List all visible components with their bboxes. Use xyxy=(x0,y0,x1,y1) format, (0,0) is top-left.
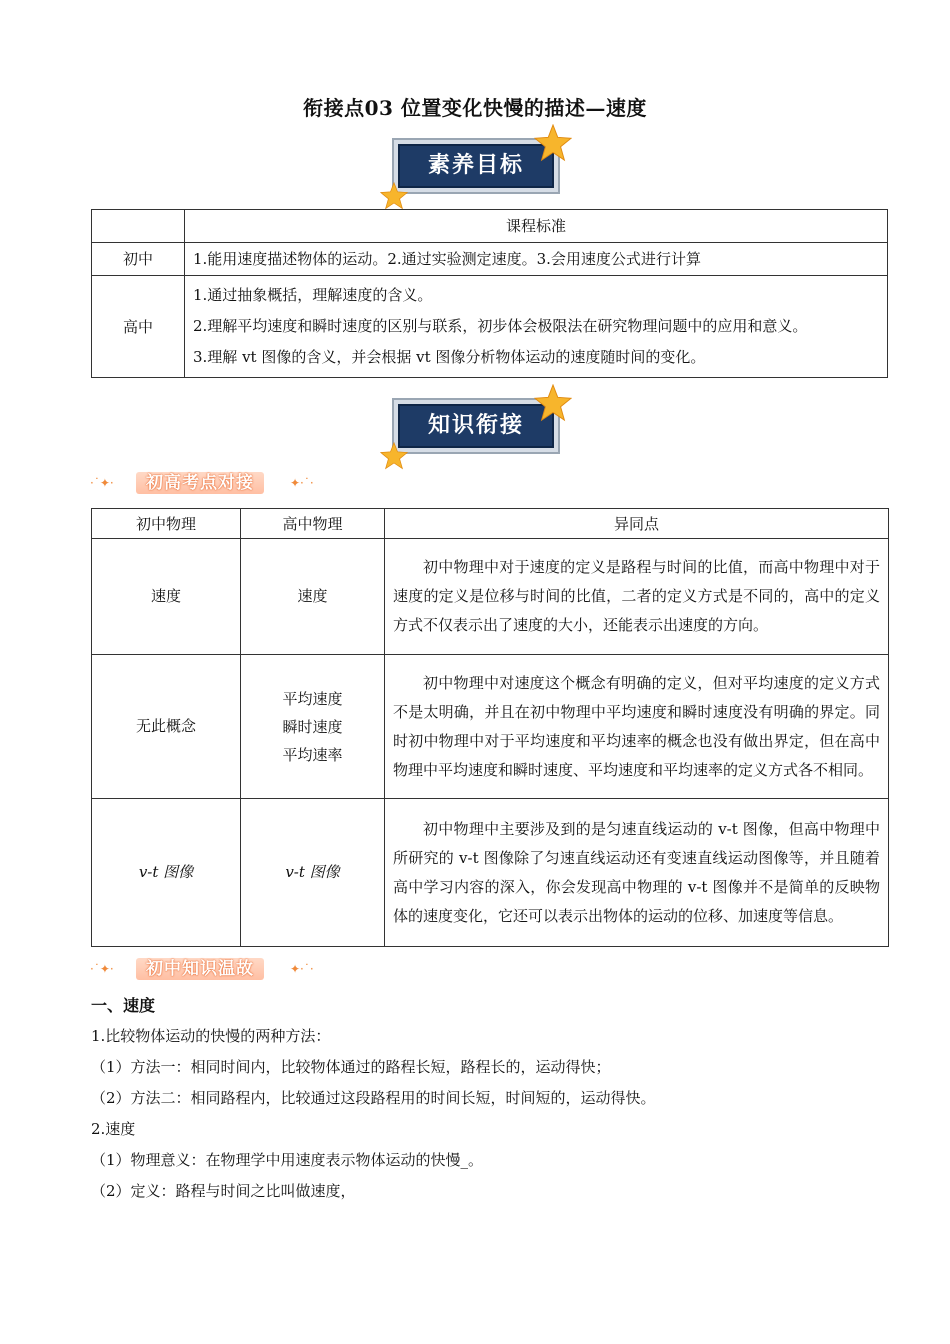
table-header: 课程标准 xyxy=(185,210,888,243)
table-row xyxy=(92,539,889,655)
paragraph: （1）物理意义：在物理学中用速度表示物体运动的快慢_。 xyxy=(91,1151,484,1169)
comparison-table xyxy=(91,508,889,947)
senior-concept: 速度 xyxy=(241,539,385,655)
sparkle-icon: ·˙✦· xyxy=(90,962,114,976)
star-icon xyxy=(534,124,572,162)
banner-knowledge-link-label: 知识衔接 xyxy=(398,404,554,448)
table-row xyxy=(92,799,889,947)
section-tag-review xyxy=(90,956,340,984)
table-cell xyxy=(92,210,185,243)
banner-literacy-goals-label: 素养目标 xyxy=(398,144,554,188)
standard-text: 1.通过抽象概括，理解速度的含义。 xyxy=(193,286,433,304)
paragraph: （1）方法一：相同时间内，比较物体通过的路程长短，路程长的，运动得快； xyxy=(91,1058,611,1076)
paragraph: 2.速度 xyxy=(91,1120,136,1138)
curriculum-standards-table xyxy=(91,209,888,378)
senior-concept: v-t 图像 xyxy=(241,799,385,947)
junior-concept: 速度 xyxy=(92,539,241,655)
star-icon xyxy=(380,442,408,470)
banner-knowledge-link xyxy=(388,394,564,460)
table-row xyxy=(92,210,888,243)
table-header: 异同点 xyxy=(385,509,889,539)
page-title: 衔接点03 位置变化快慢的描述—速度 xyxy=(303,96,647,120)
paragraph: 1.比较物体运动的快慢的两种方法： xyxy=(91,1027,331,1045)
section-tag-label: 初高考点对接 xyxy=(136,472,264,494)
junior-concept: v-t 图像 xyxy=(92,799,241,947)
review-section xyxy=(91,990,888,1207)
junior-concept: 无此概念 xyxy=(92,655,241,799)
difference-text: 初中物理中对速度这个概念有明确的定义，但对平均速度的定义方式不是太明确，并且在初中物理中平均速度和瞬时速度没有明确的界定。同时初中物理中对于平均速度和平均速率的概念也没有做出界定，但在高中物理中平均速度和瞬时速度、平均速度和平均速率的定义方式各不相同。 xyxy=(385,655,889,799)
senior-concept: 瞬时速度 xyxy=(282,717,343,736)
table-row xyxy=(92,655,889,799)
sparkle-icon: ·˙✦· xyxy=(90,476,114,490)
standard-text: 3.理解 vt 图像的含义，并会根据 vt 图像分析物体运动的速度随时间的变化。 xyxy=(193,348,706,366)
paragraph: （2）方法二：相同路程内，比较通过这段路程用的时间长短，时间短的，运动得快。 xyxy=(91,1089,656,1107)
senior-concept: 平均速度 xyxy=(282,689,343,708)
section-heading: 一、速度 xyxy=(91,996,156,1015)
table-row xyxy=(92,243,888,276)
star-icon xyxy=(534,384,572,422)
difference-text: 初中物理中主要涉及到的是匀速直线运动的 v-t 图像，但高中物理中所研究的 v-t 图像除了匀速直线运动还有变速直线运动图像等，并且随着高中学习内容的深入，你会发现高中物理的 v-t 图像并不是简单的反映物体的速度变化，它还可以表示出物体的运动的位移、加速度等信息。 xyxy=(385,799,889,947)
senior-concept: 平均速率 xyxy=(282,745,343,764)
section-tag-label: 初中知识温故 xyxy=(136,958,264,980)
sparkle-icon: ✦·˙· xyxy=(290,962,314,976)
level-label: 高中 xyxy=(92,276,185,378)
table-row xyxy=(92,509,889,539)
star-icon xyxy=(380,182,408,210)
level-label: 初中 xyxy=(92,243,185,276)
section-tag-exam-points xyxy=(90,470,340,498)
standard-text: 1.能用速度描述物体的运动。2.通过实验测定速度。3.会用速度公式进行计算 xyxy=(185,243,888,276)
standard-text: 2.理解平均速度和瞬时速度的区别与联系，初步体会极限法在研究物理问题中的应用和意义。 xyxy=(193,317,808,335)
banner-literacy-goals xyxy=(388,134,564,200)
difference-text: 初中物理中对于速度的定义是路程与时间的比值，而高中物理中对于速度的定义是位移与时间的比值，二者的定义方式是不同的，高中的定义方式不仅表示出了速度的大小，还能表示出速度的方向。 xyxy=(385,539,889,655)
table-row xyxy=(92,276,888,378)
paragraph: （2）定义：路程与时间之比叫做速度， xyxy=(91,1182,356,1200)
table-header: 高中物理 xyxy=(241,509,385,539)
table-header: 初中物理 xyxy=(92,509,241,539)
sparkle-icon: ✦·˙· xyxy=(290,476,314,490)
